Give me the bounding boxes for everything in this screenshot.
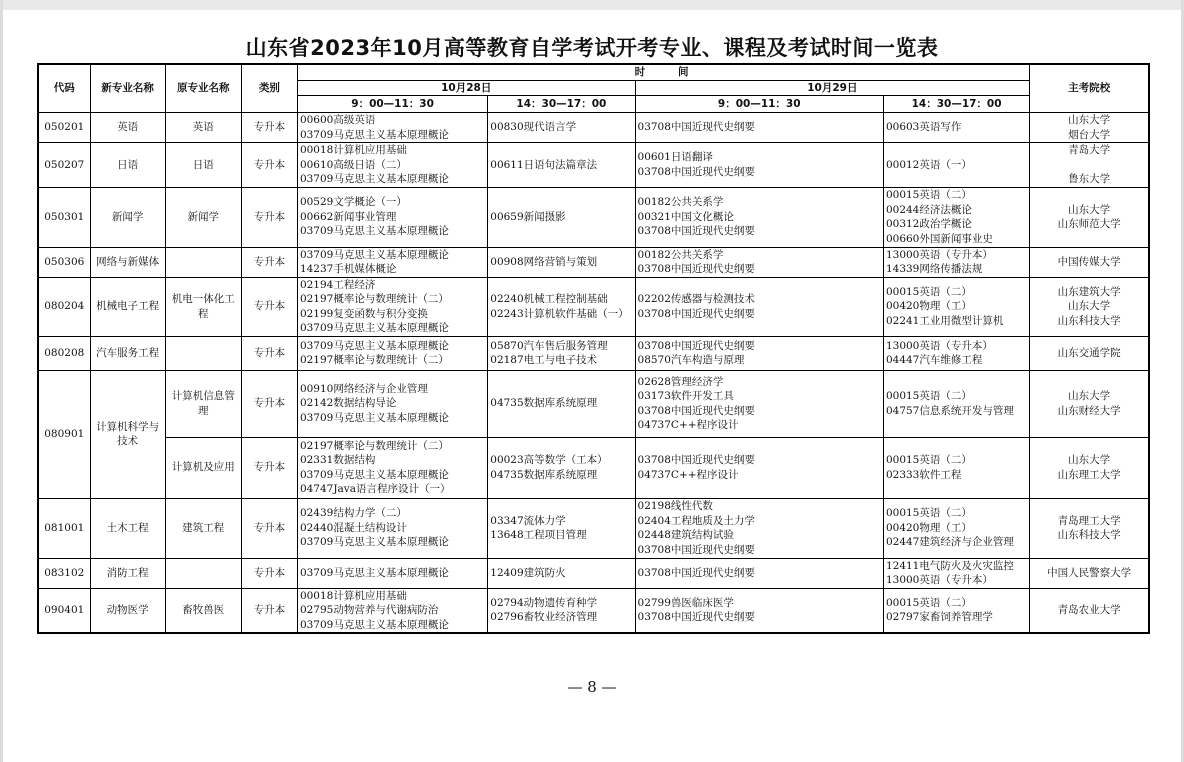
course-item: 山东建筑大学: [1057, 285, 1121, 298]
oct29-afternoon-cell: [883, 247, 1029, 277]
course-item: 02197概率论与数理统计（二）: [299, 354, 449, 366]
exam-school-cell: [1030, 437, 1149, 498]
course-item: 03708中国近现代史纲要: [637, 165, 755, 178]
course-item: 04737C++程序设计: [637, 419, 739, 431]
old-major-cell: 新闻学: [165, 187, 241, 247]
new-major-cell: 网络与新媒体: [90, 247, 165, 277]
exam-school-cell: [1030, 113, 1149, 143]
viewer-top-bar: [0, 0, 1184, 10]
header-oct29-am: 9：00—11：30: [635, 96, 883, 113]
oct28-afternoon-cell: [488, 187, 635, 247]
list-spacer: [1032, 158, 1146, 173]
schedule-table: [37, 63, 1150, 634]
course-item: 04737C++程序设计: [637, 468, 739, 481]
exam-school-cell: [1030, 143, 1149, 188]
course-item: 山东大学: [1068, 114, 1111, 126]
major-code-cell: 081001: [38, 498, 90, 558]
viewer-left-edge: [0, 0, 3, 762]
course-item: 00018计算机应用基础: [299, 144, 407, 156]
oct29-morning-cell: [635, 558, 883, 588]
course-item: 青岛农业大学: [1057, 604, 1121, 616]
course-item: 02187电工与电子技术: [490, 354, 598, 366]
course-item: 00660外国新闻事业史: [885, 232, 993, 245]
category-cell: 专升本: [241, 437, 297, 498]
oct29-morning-cell: [635, 113, 883, 143]
schedule-body: [38, 64, 1149, 633]
table-row: [38, 277, 1149, 336]
course-item: 00601日语翻译: [637, 151, 713, 164]
course-item: 04735数据库系统原理: [490, 468, 598, 481]
category-cell: 专升本: [241, 370, 297, 437]
course-item: 03709马克思主义基本原理概论: [299, 225, 449, 238]
oct29-afternoon-cell: [883, 113, 1029, 143]
major-code-cell: 050207: [38, 143, 90, 188]
course-item: 00015英语（二）: [885, 596, 972, 609]
category-cell: 专升本: [241, 113, 297, 143]
oct29-afternoon-cell: [883, 588, 1029, 633]
oct28-afternoon-cell: [488, 336, 635, 370]
exam-school-cell: [1030, 588, 1149, 633]
category-cell: 专升本: [241, 558, 297, 588]
new-major-cell: 新闻学: [90, 187, 165, 247]
course-item: 00244经济法概论: [885, 203, 972, 216]
oct28-afternoon-cell: [488, 588, 635, 633]
course-item: 03347流体力学: [490, 514, 566, 527]
course-item: 00015英语（二）: [885, 507, 972, 520]
course-item: 02331数据结构: [299, 454, 376, 466]
course-item: 02440混凝土结构设计: [299, 521, 407, 534]
header-new-major: 新专业名称: [90, 64, 165, 113]
major-code-cell: 080204: [38, 277, 90, 336]
course-item: 中国人民警察大学: [1047, 566, 1132, 579]
course-item: 03709马克思主义基本原理概论: [299, 339, 449, 352]
exam-school-cell: [1030, 498, 1149, 558]
course-item: 02241工业用微型计算机: [885, 314, 1004, 327]
course-item: 00015英语（二）: [885, 285, 972, 298]
oct28-afternoon-cell: [488, 498, 635, 558]
course-item: 04735数据库系统原理: [490, 397, 598, 410]
course-item: 02240机械工程控制基础: [490, 293, 608, 305]
course-item: 08570汽车构造与原理: [637, 354, 745, 366]
course-item: 00830现代语言学: [490, 121, 577, 134]
course-item: 12409建筑防火: [490, 566, 566, 579]
header-school: 主考院校: [1030, 64, 1149, 113]
course-item: 00610高级日语（二）: [299, 158, 407, 171]
exam-school-cell: [1030, 247, 1149, 277]
course-item: 00012英语（一）: [885, 158, 972, 171]
course-item: 00321中国文化概论: [637, 210, 734, 223]
oct28-afternoon-cell: [488, 437, 635, 498]
table-row: [38, 370, 1149, 437]
category-cell: 专升本: [241, 336, 297, 370]
old-major-cell: 建筑工程: [165, 498, 241, 558]
course-item: 00182公共关系学: [637, 248, 724, 261]
table-row: [38, 558, 1149, 588]
course-item: 山东交通学院: [1057, 346, 1121, 359]
exam-school-cell: [1030, 187, 1149, 247]
course-item: 00600高级英语: [299, 114, 376, 126]
course-item: 03708中国近现代史纲要: [637, 543, 755, 556]
new-major-cell: 英语: [90, 113, 165, 143]
course-item: 烟台大学: [1068, 128, 1111, 141]
oct29-morning-cell: [635, 498, 883, 558]
major-code-cell: 080208: [38, 336, 90, 370]
course-item: 03709马克思主义基本原理概论: [299, 536, 449, 549]
header-time: 时 间: [297, 64, 1029, 80]
course-item: 02796畜牧业经济管理: [490, 611, 598, 624]
header-oct28-pm: 14：30—17：00: [488, 96, 635, 113]
old-major-cell: 机电一体化工程: [165, 277, 241, 336]
course-item: 02243计算机软件基础（一）: [490, 307, 629, 320]
course-item: 02194工程经济: [299, 278, 376, 291]
oct28-morning-cell: [297, 143, 487, 188]
course-item: 02799兽医临床医学: [637, 596, 734, 609]
major-code-cell: 050301: [38, 187, 90, 247]
exam-school-cell: [1030, 558, 1149, 588]
course-item: 02797家畜饲养管理学: [885, 611, 993, 624]
course-item: 00182公共关系学: [637, 196, 724, 209]
new-major-cell: 消防工程: [90, 558, 165, 588]
oct28-morning-cell: [297, 437, 487, 498]
oct29-morning-cell: [635, 143, 883, 188]
course-item: 02198线性代数: [637, 500, 713, 512]
course-item: 00312政治学概论: [885, 218, 972, 230]
oct28-afternoon-cell: [488, 247, 635, 277]
header-date-oct29: 10月29日: [635, 80, 1030, 96]
old-major-cell: 英语: [165, 113, 241, 143]
oct28-afternoon-cell: [488, 558, 635, 588]
course-item: 03709马克思主义基本原理概论: [299, 618, 449, 631]
oct28-afternoon-cell: [488, 143, 635, 188]
course-item: 03709马克思主义基本原理概论: [299, 411, 449, 424]
course-item: 03709马克思主义基本原理概论: [299, 322, 449, 334]
course-item: 00611日语句法篇章法: [490, 158, 598, 171]
course-item: 02447建筑经济与企业管理: [885, 536, 1014, 549]
category-cell: 专升本: [241, 187, 297, 247]
category-cell: 专升本: [241, 588, 297, 633]
course-item: 13648工程项目管理: [490, 529, 587, 541]
course-item: 00015英语（二）: [885, 454, 972, 466]
course-item: 00420物理（工）: [885, 300, 972, 313]
oct29-morning-cell: [635, 370, 883, 437]
oct29-morning-cell: [635, 588, 883, 633]
course-item: 02628管理经济学: [637, 375, 724, 388]
table-row: [38, 143, 1149, 188]
oct29-morning-cell: [635, 247, 883, 277]
course-item: 03709马克思主义基本原理概论: [299, 173, 449, 185]
category-cell: 专升本: [241, 247, 297, 277]
header-date-oct28: 10月28日: [297, 80, 635, 96]
course-item: 03709马克思主义基本原理概论: [299, 468, 449, 481]
course-item: 02439结构力学（二）: [299, 507, 407, 520]
old-major-cell: [165, 247, 241, 277]
old-major-cell: [165, 558, 241, 588]
oct28-morning-cell: [297, 247, 487, 277]
course-item: 山东师范大学: [1057, 218, 1121, 230]
oct28-morning-cell: [297, 336, 487, 370]
oct28-morning-cell: [297, 498, 487, 558]
table-row: [38, 588, 1149, 633]
course-item: 03708中国近现代史纲要: [637, 121, 755, 134]
course-item: 00910网络经济与企业管理: [299, 382, 428, 395]
oct29-afternoon-cell: [883, 277, 1029, 336]
oct29-afternoon-cell: [883, 143, 1029, 188]
table-row: [38, 187, 1149, 247]
course-item: 05870汽车售后服务管理: [490, 339, 608, 352]
header-oct29-pm: 14：30—17：00: [883, 96, 1029, 113]
header-category: 类别: [241, 64, 297, 113]
oct29-morning-cell: [635, 277, 883, 336]
oct29-afternoon-cell: [883, 498, 1029, 558]
oct29-morning-cell: [635, 336, 883, 370]
course-item: 02404工程地质及土力学: [637, 514, 755, 527]
course-item: 山东理工大学: [1057, 468, 1121, 481]
oct28-morning-cell: [297, 187, 487, 247]
course-item: 00018计算机应用基础: [299, 589, 407, 602]
new-major-cell: 计算机科学与技术: [90, 370, 165, 498]
category-cell: 专升本: [241, 143, 297, 188]
course-item: 山东大学: [1068, 454, 1111, 466]
old-major-cell: 计算机及应用: [165, 437, 241, 498]
course-item: 03709马克思主义基本原理概论: [299, 248, 449, 261]
course-item: 13000英语（专升本）: [885, 574, 993, 586]
category-cell: 专升本: [241, 498, 297, 558]
table-row: [38, 498, 1149, 558]
course-item: 山东财经大学: [1057, 404, 1121, 417]
oct28-morning-cell: [297, 558, 487, 588]
page-title: 山东省2023年10月高等教育自学考试开考专业、课程及考试时间一览表: [245, 36, 939, 60]
new-major-cell: 土木工程: [90, 498, 165, 558]
course-item: 03709马克思主义基本原理概论: [299, 566, 449, 579]
course-item: 00603英语写作: [885, 121, 962, 134]
old-major-cell: 畜牧兽医: [165, 588, 241, 633]
course-item: 02197概率论与数理统计（二）: [299, 439, 449, 452]
exam-school-cell: [1030, 336, 1149, 370]
course-item: 山东科技大学: [1057, 529, 1121, 541]
oct28-morning-cell: [297, 113, 487, 143]
course-item: 13000英语（专升本）: [885, 339, 993, 352]
course-item: 中国传媒大学: [1057, 255, 1121, 268]
table-row: [38, 336, 1149, 370]
major-code-cell: 050306: [38, 247, 90, 277]
course-item: 04747Java语言程序设计（一）: [299, 483, 451, 495]
header-code: 代码: [38, 64, 90, 113]
course-item: 00662新闻事业管理: [299, 210, 397, 223]
course-item: 02795动物营养与代谢病防治: [299, 604, 439, 616]
course-item: 青岛理工大学: [1057, 514, 1121, 527]
new-major-cell: 动物医学: [90, 588, 165, 633]
course-item: 02333软件工程: [885, 468, 962, 481]
new-major-cell: 机械电子工程: [90, 277, 165, 336]
course-item: 13000英语（专升本）: [885, 248, 993, 261]
oct28-morning-cell: [297, 588, 487, 633]
oct28-morning-cell: [297, 277, 487, 336]
course-item: 00015英语（二）: [885, 189, 972, 201]
course-item: 山东大学: [1068, 203, 1111, 216]
course-item: 02197概率论与数理统计（二）: [299, 293, 449, 305]
course-item: 山东科技大学: [1057, 314, 1121, 327]
oct29-afternoon-cell: [883, 558, 1029, 588]
course-item: 02448建筑结构试验: [637, 529, 734, 541]
exam-school-cell: [1030, 277, 1149, 336]
course-item: 03708中国近现代史纲要: [637, 611, 755, 624]
oct29-afternoon-cell: [883, 437, 1029, 498]
page-number: — 8 —: [567, 678, 617, 696]
course-item: 03708中国近现代史纲要: [637, 339, 755, 352]
table-row: [38, 437, 1149, 498]
old-major-cell: 计算机信息管理: [165, 370, 241, 437]
course-item: 03708中国近现代史纲要: [637, 454, 755, 466]
course-item: 山东大学: [1068, 300, 1111, 313]
old-major-cell: [165, 336, 241, 370]
course-item: 00659新闻摄影: [490, 210, 566, 223]
header-row-1: [38, 64, 1149, 80]
oct28-afternoon-cell: [488, 277, 635, 336]
major-code-cell: 050201: [38, 113, 90, 143]
course-item: 00529文学概论（一）: [299, 196, 407, 209]
course-item: 12411电气防火及火灾监控: [885, 559, 1014, 572]
old-major-cell: 日语: [165, 143, 241, 188]
course-item: 青岛大学: [1068, 144, 1111, 156]
header-old-major: 原专业名称: [165, 64, 241, 113]
oct28-afternoon-cell: [488, 113, 635, 143]
course-item: 03708中国近现代史纲要: [637, 307, 755, 320]
oct29-afternoon-cell: [883, 336, 1029, 370]
new-major-cell: 汽车服务工程: [90, 336, 165, 370]
oct29-afternoon-cell: [883, 370, 1029, 437]
oct29-morning-cell: [635, 187, 883, 247]
course-item: 00420物理（工）: [885, 521, 972, 534]
course-item: 02142数据结构导论: [299, 397, 397, 410]
oct28-afternoon-cell: [488, 370, 635, 437]
course-item: 04447汽车维修工程: [885, 354, 983, 366]
header-oct28-am: 9：00—11：30: [297, 96, 487, 113]
course-item: 03173软件开发工具: [637, 390, 734, 402]
exam-school-cell: [1030, 370, 1149, 437]
major-code-cell: 090401: [38, 588, 90, 633]
category-cell: 专升本: [241, 277, 297, 336]
course-item: 02199复变函数与积分变换: [299, 307, 428, 320]
major-code-cell: 083102: [38, 558, 90, 588]
new-major-cell: 日语: [90, 143, 165, 188]
major-code-cell: 080901: [38, 370, 90, 498]
course-item: 03708中国近现代史纲要: [637, 263, 755, 275]
table-row: [38, 113, 1149, 143]
course-item: 00908网络营销与策划: [490, 255, 598, 268]
course-item: 03709马克思主义基本原理概论: [299, 128, 449, 141]
course-item: 02202传感器与检测技术: [637, 293, 755, 305]
oct29-afternoon-cell: [883, 187, 1029, 247]
course-item: 14237手机媒体概论: [299, 263, 397, 275]
table-row: [38, 247, 1149, 277]
course-item: 03708中国近现代史纲要: [637, 404, 755, 417]
course-item: 00023高等数学（工本）: [490, 454, 608, 466]
course-item: 山东大学: [1068, 390, 1111, 402]
course-item: 00015英语（二）: [885, 390, 972, 402]
course-item: 鲁东大学: [1068, 173, 1111, 185]
oct28-morning-cell: [297, 370, 487, 437]
course-item: 04757信息系统开发与管理: [885, 404, 1014, 417]
oct29-morning-cell: [635, 437, 883, 498]
course-item: 14339网络传播法规: [885, 263, 983, 275]
course-item: 03708中国近现代史纲要: [637, 225, 755, 238]
course-item: 02794动物遗传育种学: [490, 596, 598, 609]
course-item: 03708中国近现代史纲要: [637, 566, 755, 579]
